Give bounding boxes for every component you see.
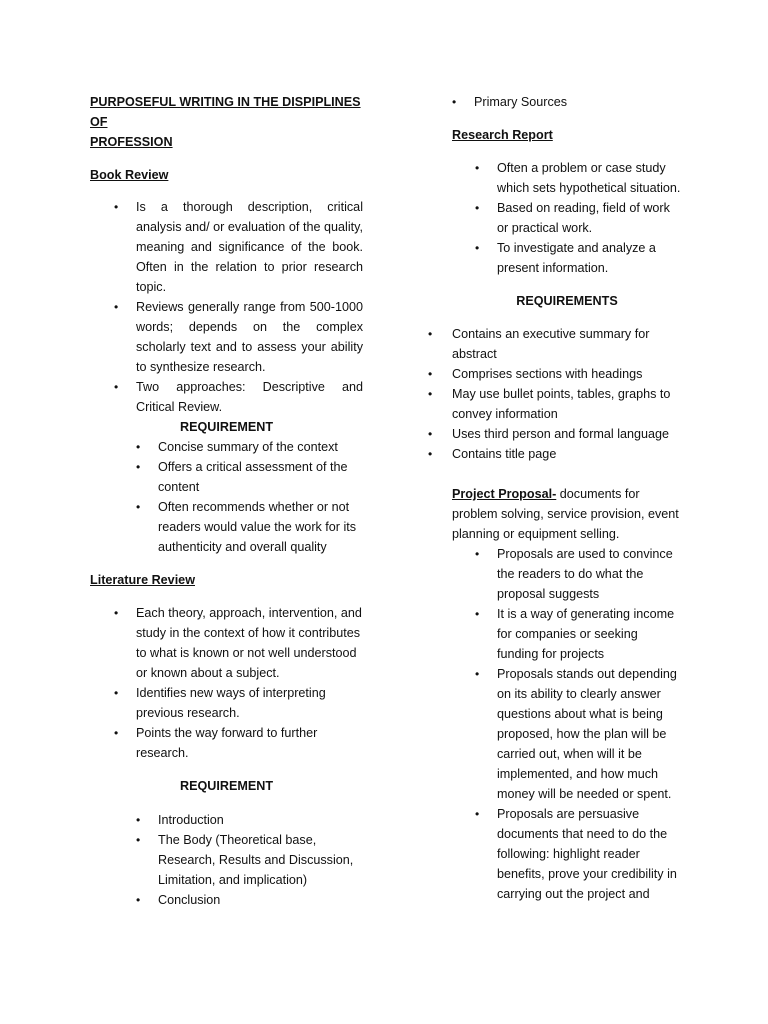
list-item: • To investigate and analyze a present information. [497, 238, 682, 278]
book-review-requirement-heading: REQUIREMENT [179, 420, 274, 434]
literature-review-requirements-list [90, 810, 363, 910]
book-review-heading: Book Review [90, 168, 169, 182]
project-proposal-intro [452, 484, 682, 544]
list-item: • Reviews generally range from 500-1000 words; depends on the complex scholarly text and to assess your ability to synthesize research. [136, 297, 363, 377]
list-item: • Concise summary of the context [158, 437, 363, 457]
list-item: • Proposals stands out depending on its ability to clearly answer questions about what is being proposed, how the plan will be carried out, when will it be implemented, and how much money will be needed or spent. [497, 664, 682, 804]
list-item: • Each theory, approach, intervention, and study in the context of how it contributes to what is known or not well understood or known about a subject. [136, 603, 363, 683]
research-report-requirements-heading: REQUIREMENTS [516, 294, 618, 308]
list-item: • Contains an executive summary for abstract [452, 324, 682, 364]
project-proposal-description: documents for problem solving, service provision, event planning or equipment selling. [452, 487, 679, 541]
literature-review-list [90, 603, 363, 763]
list-item: • Is a thorough description, critical analysis and/ or evaluation of the quality, meaning and significance of the book. Often in the relation to prior research topic. [136, 197, 363, 297]
left-column [90, 92, 363, 910]
list-item: • Points the way forward to further research. [136, 723, 363, 763]
list-item: • May use bullet points, tables, graphs to convey information [452, 384, 682, 424]
research-report-requirements-list [452, 324, 682, 464]
list-item: • Uses third person and formal language [452, 424, 682, 444]
list-item: • Contains title page [452, 444, 682, 464]
list-item: • Introduction [158, 810, 363, 830]
book-review-list [90, 197, 363, 417]
list-item: • Offers a critical assessment of the content [158, 457, 363, 497]
list-item: • Often a problem or case study which sets hypothetical situation. [497, 158, 682, 198]
title-line-1: PURPOSEFUL WRITING IN THE DISPIPLINES OF [90, 95, 361, 129]
list-item: • Proposals are persuasive documents that need to do the following: highlight reader benefits, prove your credibility in carrying out the project and [497, 804, 682, 904]
document-title [90, 92, 363, 152]
right-column [452, 92, 682, 904]
research-report-list [452, 158, 682, 278]
project-proposal-list [452, 544, 682, 904]
list-item: • Primary Sources [474, 92, 682, 112]
list-item: • Conclusion [158, 890, 363, 910]
project-proposal-label: Project Proposal- [452, 487, 557, 501]
list-item: • Identifies new ways of interpreting previous research. [136, 683, 363, 723]
list-item: • Comprises sections with headings [452, 364, 682, 384]
literature-review-heading: Literature Review [90, 573, 195, 587]
research-report-heading: Research Report [452, 128, 553, 142]
literature-review-requirement-heading: REQUIREMENT [179, 779, 274, 793]
list-item: • The Body (Theoretical base, Research, Results and Discussion, Limitation, and implication) [158, 830, 363, 890]
list-item: • Often recommends whether or not readers would value the work for its authenticity and overall quality [158, 497, 363, 557]
top-bullet-list [452, 92, 682, 112]
title-line-2: PROFESSION [90, 135, 173, 149]
list-item: • Proposals are used to convince the readers to do what the proposal suggests [497, 544, 682, 604]
book-review-requirements-list [90, 437, 363, 557]
list-item: • It is a way of generating income for companies or seeking funding for projects [497, 604, 682, 664]
list-item: • Two approaches: Descriptive and Critical Review. [136, 377, 363, 417]
list-item: • Based on reading, field of work or practical work. [497, 198, 682, 238]
